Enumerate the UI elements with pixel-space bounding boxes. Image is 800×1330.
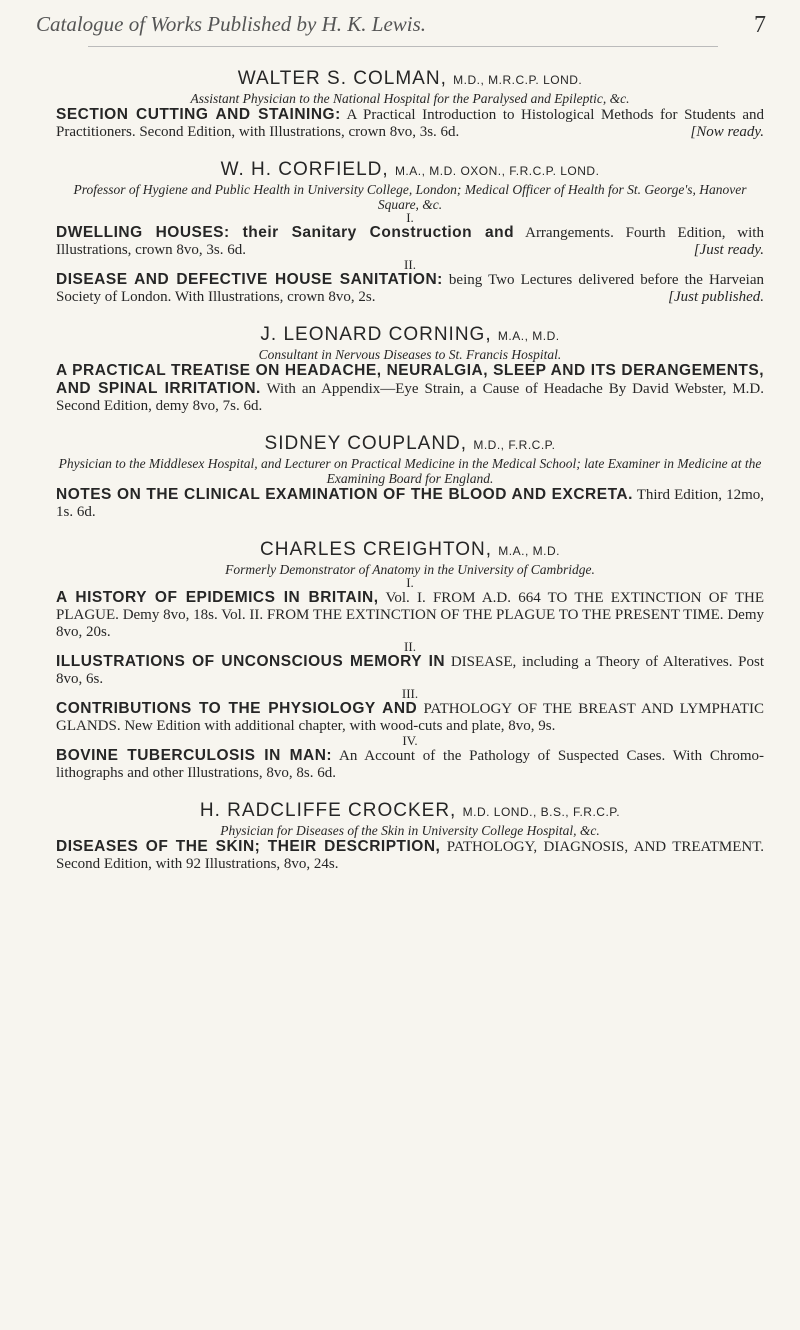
work-title: DISEASE AND DEFECTIVE HOUSE SANITATION: — [56, 271, 443, 288]
author-heading — [56, 68, 764, 91]
author-name: WALTER S. COLMAN, — [237, 68, 447, 89]
publication-status: [Now ready. — [690, 124, 764, 140]
work-title: ILLUSTRATIONS OF UNCONSCIOUS MEMORY IN — [56, 653, 446, 670]
author-name: J. LEONARD CORNING, — [260, 324, 492, 345]
author-degrees: M.A., M.D. — [498, 544, 560, 558]
work-title: A HISTORY OF EPIDEMICS IN BRITAIN, — [56, 589, 379, 606]
work-details: With an Appendix—Eye Strain, a Cause of Headache By David Webster, M.D. Second Edition, demy 8vo, 7s. 6d. — [56, 381, 764, 414]
work-title: NOTES ON THE CLINICAL EXAMINATION OF THE BLOOD AND EXCRETA. — [56, 486, 633, 503]
work-listing — [56, 486, 764, 521]
work-listing — [56, 271, 764, 306]
work-title: SECTION CUTTING AND STAINING: — [56, 106, 341, 123]
work-title: CONTRIBUTIONS TO THE PHYSIOLOGY AND — [56, 700, 418, 717]
work-listing — [56, 838, 764, 873]
work-listing — [56, 747, 764, 782]
work-numeral: II. — [404, 639, 416, 654]
author-affiliation: Assistant Physician to the National Hospital for the Paralysed and Epileptic, &c. — [190, 91, 630, 106]
author-entry — [56, 433, 764, 521]
author-heading — [56, 433, 764, 456]
work-numeral: III. — [401, 686, 419, 701]
work-listing — [56, 106, 764, 141]
author-name: W. H. CORFIELD, — [220, 159, 389, 180]
header-rule — [88, 46, 718, 47]
page-number: 7 — [754, 12, 766, 38]
catalogue-entries — [56, 68, 764, 891]
work-details: PATHOLOGY OF THE BREAST AND LYMPHATIC GLANDS. New Edition with additional chapter, with wood-cuts and plate, 8vo, 9s. — [56, 701, 765, 734]
author-name: CHARLES CREIGHTON, — [260, 539, 492, 560]
author-affiliation: Consultant in Nervous Diseases to St. Francis Hospital. — [258, 347, 562, 362]
work-title: DWELLING HOUSES: their Sanitary Construction and — [56, 224, 515, 241]
work-details: Vol. I. FROM A.D. 664 TO THE EXTINCTION OF THE PLAGUE. Demy 8vo, 18s. Vol. II. FROM THE EXTINCTION OF THE PLAGUE TO THE PRESENT TIME. Demy 8vo, 20s. — [56, 590, 764, 640]
author-affiliation: Formerly Demonstrator of Anatomy in the University of Cambridge. — [225, 562, 595, 577]
author-degrees: M.A., M.D. — [497, 329, 560, 343]
running-head-title: Catalogue of Works Published by H. K. Lewis. — [36, 12, 427, 36]
author-affiliation: Physician for Diseases of the Skin in University College Hospital, &c. — [220, 823, 600, 838]
work-details: An Account of the Pathology of Suspected Cases. With Chromo-lithographs and other Illustrations, 8vo, 8s. 6d. — [56, 748, 764, 781]
work-details: being Two Lectures delivered before the Harveian Society of London. With Illustrations, crown 8vo, 2s. — [56, 272, 764, 305]
work-title: DISEASES OF THE SKIN; THEIR DESCRIPTION, — [56, 838, 441, 855]
work-numeral: IV. — [402, 733, 418, 748]
author-heading — [56, 539, 764, 562]
author-entry — [56, 68, 764, 141]
publication-status: [Just ready. — [693, 242, 764, 258]
author-name: SIDNEY COUPLAND, — [264, 433, 468, 454]
author-entry — [56, 324, 764, 415]
author-heading — [56, 324, 764, 347]
author-entry — [56, 159, 764, 306]
work-details: A Practical Introduction to Histological Methods for Students and Practitioners. Second Edition, with Illustrations, crown 8vo, 3s. 6d. — [56, 107, 764, 140]
work-details: Arrangements. Fourth Edition, with Illustrations, crown 8vo, 3s. 6d. — [56, 225, 764, 258]
work-numeral: I. — [406, 575, 414, 590]
work-listing — [56, 362, 764, 415]
author-affiliation: Professor of Hygiene and Public Health in University College, London; Medical Officer of Health for St. George's, Hanover Square, &c. — [73, 182, 747, 212]
work-listing — [56, 700, 764, 735]
author-degrees: M.A., M.D. OXON., F.R.C.P. LOND. — [394, 164, 600, 178]
work-details: PATHOLOGY, DIAGNOSIS, AND TREATMENT. Second Edition, with 92 Illustrations, 8vo, 24s. — [56, 839, 765, 872]
work-details: DISEASE, including a Theory of Alteratives. Post 8vo, 6s. — [56, 654, 765, 687]
work-listing — [56, 589, 764, 641]
work-numeral: I. — [406, 210, 414, 225]
author-heading — [56, 159, 764, 182]
author-degrees: M.D., M.R.C.P. LOND. — [453, 73, 583, 87]
author-affiliation: Physician to the Middlesex Hospital, and Lecturer on Practical Medicine in the Medical School; late Examiner in Medicine at the Examining Board for England. — [58, 456, 762, 486]
work-listing — [56, 224, 764, 259]
author-heading — [56, 800, 764, 823]
work-title: BOVINE TUBERCULOSIS IN MAN: — [56, 747, 333, 764]
author-degrees: M.D. LOND., B.S., F.R.C.P. — [462, 805, 621, 819]
author-entry — [56, 539, 764, 782]
work-details: Third Edition, 12mo, 1s. 6d. — [56, 487, 764, 520]
work-title: A PRACTICAL TREATISE ON HEADACHE, NEURALGIA, SLEEP AND ITS DERANGEMENTS, AND SPINAL IRRITATION. — [56, 362, 764, 397]
running-head — [36, 12, 766, 46]
author-name: H. RADCLIFFE CROCKER, — [199, 800, 457, 821]
author-entry — [56, 800, 764, 873]
work-numeral: II. — [404, 257, 416, 272]
publication-status: [Just published. — [668, 289, 764, 305]
work-listing — [56, 653, 764, 688]
author-degrees: M.D., F.R.C.P. — [473, 438, 556, 452]
